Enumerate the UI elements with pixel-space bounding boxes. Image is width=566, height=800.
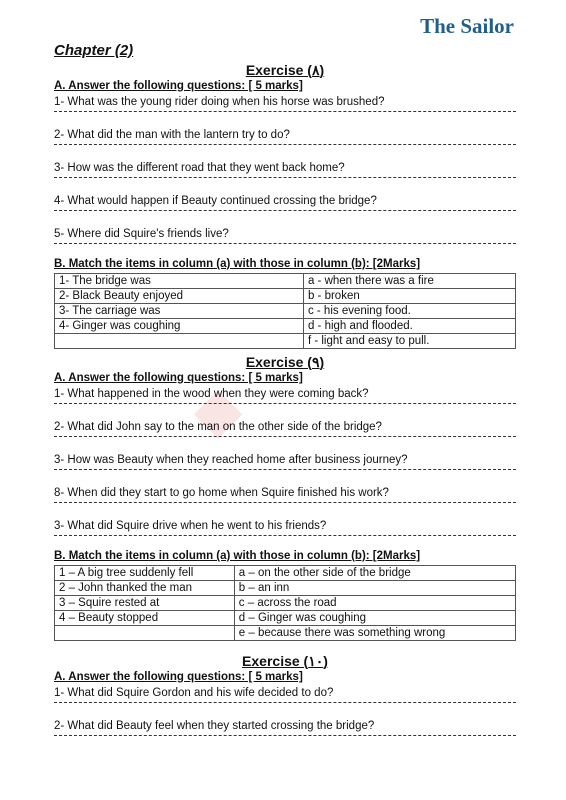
- question: 3- What did Squire drive when he went to his friends?: [54, 520, 327, 532]
- brand-title: The Sailor: [420, 14, 514, 38]
- section-b-title: B. Match the items in column (a) with those in column (b): [2Marks]: [54, 258, 421, 270]
- answer-line[interactable]: [54, 502, 516, 503]
- col-b-cell: a - when there was a fire: [303, 274, 515, 289]
- answer-line[interactable]: [54, 436, 516, 437]
- watermark-logo: ◆: [195, 376, 242, 443]
- col-b-cell: d – Ginger was coughing: [234, 611, 515, 626]
- col-a-cell: 3 – Squire rested at: [55, 596, 235, 611]
- question: 1- What did Squire Gordon and his wife decided to do?: [54, 687, 334, 699]
- col-a-cell: 3- The carriage was: [55, 304, 304, 319]
- table-row: [55, 626, 516, 641]
- worksheet-content: [54, 60, 516, 750]
- question: 1- What happened in the wood when they were coming back?: [54, 388, 369, 400]
- answer-line[interactable]: [54, 243, 516, 244]
- col-b-cell: b – an inn: [234, 581, 515, 596]
- col-b-cell: f - light and easy to pull.: [303, 334, 515, 349]
- answer-line[interactable]: [54, 469, 516, 470]
- col-b-cell: e – because there was something wrong: [234, 626, 515, 641]
- match-table: [54, 273, 516, 349]
- answer-line[interactable]: [54, 403, 516, 404]
- exercise-8: [54, 60, 516, 349]
- section-b-title: B. Match the items in column (a) with those in column (b): [2Marks]: [54, 550, 421, 562]
- match-table: [54, 565, 516, 641]
- table-row: [55, 289, 516, 304]
- question: 5- Where did Squire's friends live?: [54, 228, 229, 240]
- question: 2- What did Beauty feel when they started crossing the bridge?: [54, 720, 375, 732]
- chapter-heading: Chapter (2): [54, 42, 134, 59]
- question: 3- How was Beauty when they reached home after business journey?: [54, 454, 408, 466]
- exercise-10: [54, 651, 516, 736]
- table-row: [55, 581, 516, 596]
- section-a-title: A. Answer the following questions: [ 5 marks]: [54, 671, 303, 683]
- col-b-cell: c - his evening food.: [303, 304, 515, 319]
- exercise-9: [54, 352, 516, 641]
- table-row: [55, 274, 516, 289]
- question: 3- How was the different road that they went back home?: [54, 162, 345, 174]
- col-a-cell: 2- Black Beauty enjoyed: [55, 289, 304, 304]
- answer-line[interactable]: [54, 210, 516, 211]
- col-a-cell: [55, 626, 235, 641]
- answer-line[interactable]: [54, 111, 516, 112]
- question: 1- What was the young rider doing when his horse was brushed?: [54, 96, 385, 108]
- col-a-cell: 1- The bridge was: [55, 274, 304, 289]
- exercise-title: Exercise (١٠): [242, 653, 328, 669]
- section-a-title: A. Answer the following questions: [ 5 marks]: [54, 80, 303, 92]
- question: 2- What did John say to the man on the other side of the bridge?: [54, 421, 382, 433]
- col-a-cell: 2 – John thanked the man: [55, 581, 235, 596]
- exercise-title: Exercise (٩): [245, 354, 325, 370]
- table-row: [55, 304, 516, 319]
- question: 2- What did the man with the lantern try to do?: [54, 129, 290, 141]
- col-b-cell: d - high and flooded.: [303, 319, 515, 334]
- answer-line[interactable]: [54, 735, 516, 736]
- question: 4- What would happen if Beauty continued crossing the bridge?: [54, 195, 377, 207]
- answer-line[interactable]: [54, 177, 516, 178]
- table-row: [55, 611, 516, 626]
- section-a-title: A. Answer the following questions: [ 5 marks]: [54, 372, 303, 384]
- exercise-title: Exercise (٨): [245, 62, 325, 78]
- answer-line[interactable]: [54, 535, 516, 536]
- question: 8- When did they start to go home when Squire finished his work?: [54, 487, 389, 499]
- table-row: [55, 334, 516, 349]
- col-a-cell: [55, 334, 304, 349]
- col-b-cell: a – on the other side of the bridge: [234, 566, 515, 581]
- table-row: [55, 566, 516, 581]
- col-a-cell: 1 – A big tree suddenly fell: [55, 566, 235, 581]
- table-row: [55, 596, 516, 611]
- answer-line[interactable]: [54, 144, 516, 145]
- col-a-cell: 4- Ginger was coughing: [55, 319, 304, 334]
- answer-line[interactable]: [54, 702, 516, 703]
- table-row: [55, 319, 516, 334]
- col-b-cell: b - broken: [303, 289, 515, 304]
- col-b-cell: c – across the road: [234, 596, 515, 611]
- col-a-cell: 4 – Beauty stopped: [55, 611, 235, 626]
